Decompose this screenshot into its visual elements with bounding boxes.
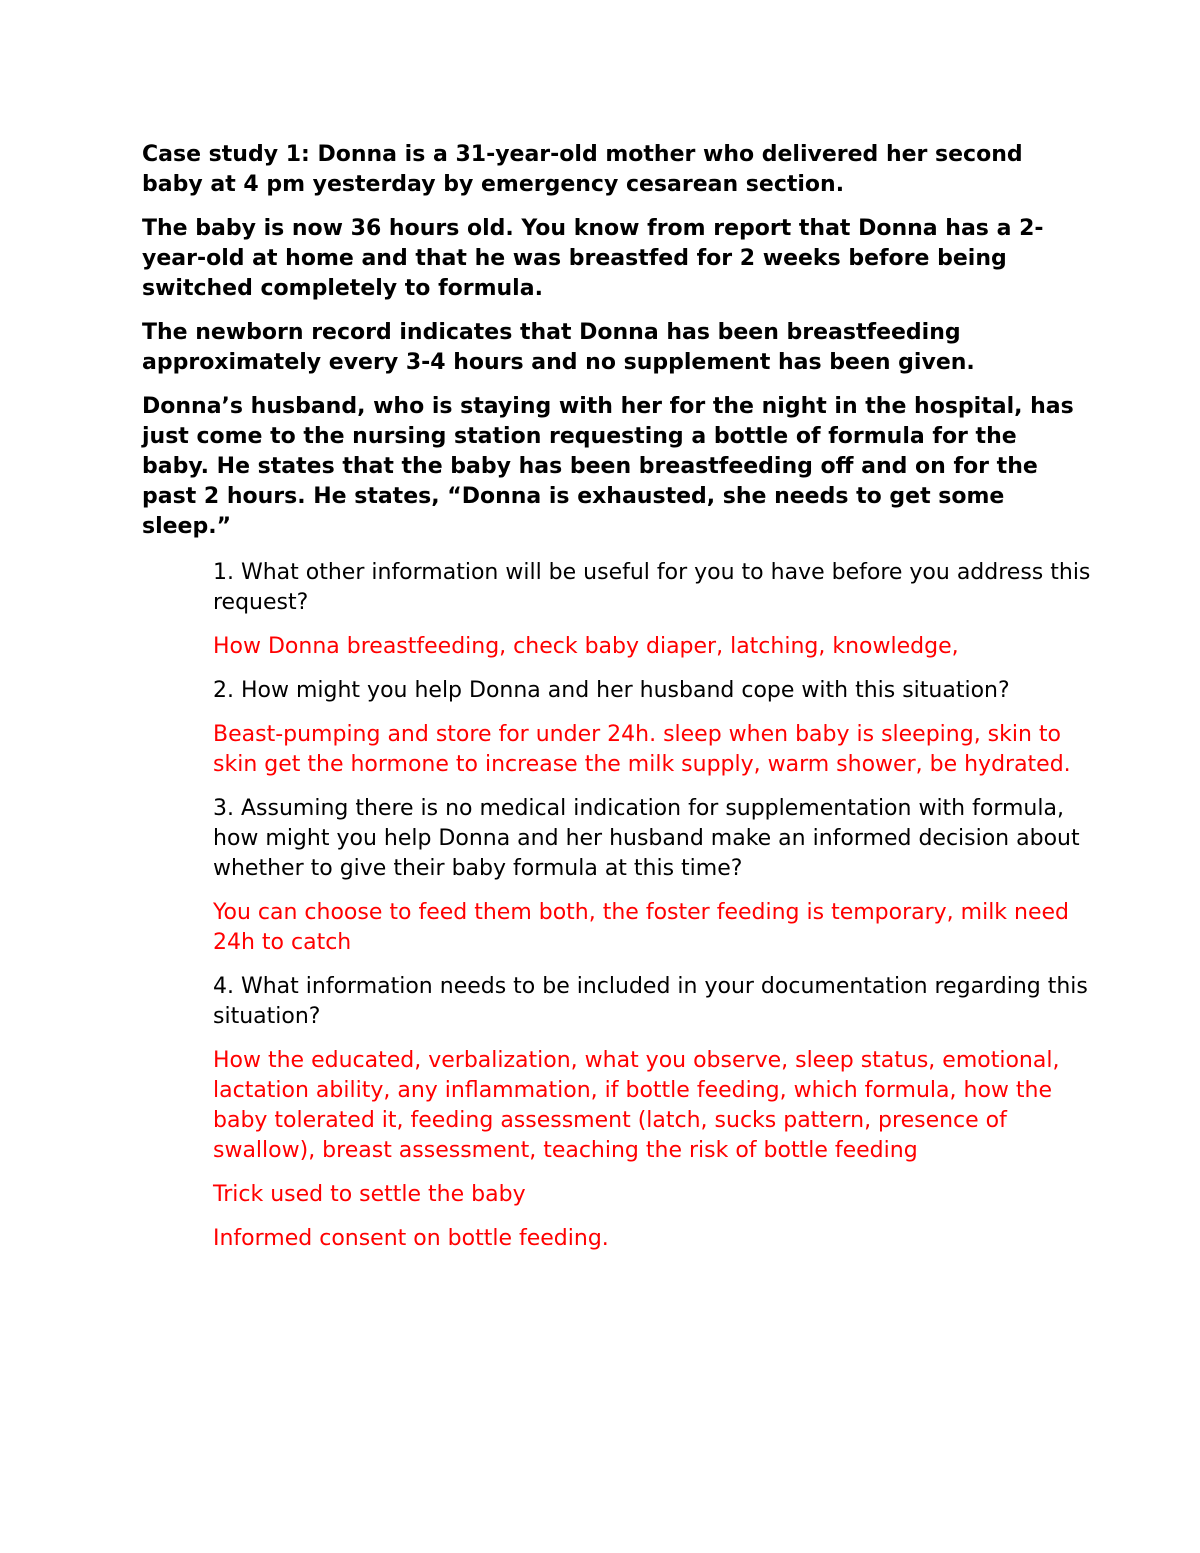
question-4: 4. What information needs to be included in your documentation regarding this situation?: [213, 974, 1088, 1029]
case-study-intro: [142, 140, 1082, 556]
answer-3: You can choose to feed them both, the foster feeding is temporary, milk need 24h to catch: [213, 900, 1070, 955]
question-3: 3. Assuming there is no medical indication for supplementation with formula, how might you help Donna and her husband make an informed decision about whether to give their baby formula at this time?: [213, 796, 1080, 881]
answer-4-note: Trick used to settle the baby: [213, 1182, 526, 1207]
question-1: 1. What other information will be useful for you to have before you address this request?: [213, 560, 1091, 615]
case-study-paragraph: The baby is now 36 hours old. You know from report that Donna has a 2-year-old at home and that he was breastfed for 2 weeks before being switched completely to formula.: [142, 216, 1044, 301]
answer-2: Beast-pumping and store for under 24h. sleep when baby is sleeping, skin to skin get the hormone to increase the milk supply, warm shower, be hydrated.: [213, 722, 1071, 777]
questions-section: [213, 558, 1093, 1268]
answer-1: How Donna breastfeeding, check baby diaper, latching, knowledge,: [213, 634, 959, 659]
case-study-paragraph: Case study 1: Donna is a 31-year-old mother who delivered her second baby at 4 pm yesterday by emergency cesarean section.: [142, 142, 1023, 197]
case-study-paragraph: The newborn record indicates that Donna has been breastfeeding approximately every 3-4 hours and no supplement has been given.: [142, 320, 975, 375]
answer-4-note: Informed consent on bottle feeding.: [213, 1226, 609, 1251]
case-study-paragraph: Donna’s husband, who is staying with her for the night in the hospital, has just come to the nursing station requesting a bottle of formula for the baby. He states that the baby has been breastfeeding off and on for the past 2 hours. He states, “Donna is exhausted, she needs to get some sleep.”: [142, 394, 1074, 539]
question-2: 2. How might you help Donna and her husband cope with this situation?: [213, 678, 1010, 703]
answer-4: How the educated, verbalization, what you observe, sleep status, emotional, lactation ability, any inflammation, if bottle feeding, which formula, how the baby tolerated it, feeding assessment (latch, sucks pattern, presence of swallow), breast assessment, teaching the risk of bottle feeding: [213, 1048, 1060, 1163]
